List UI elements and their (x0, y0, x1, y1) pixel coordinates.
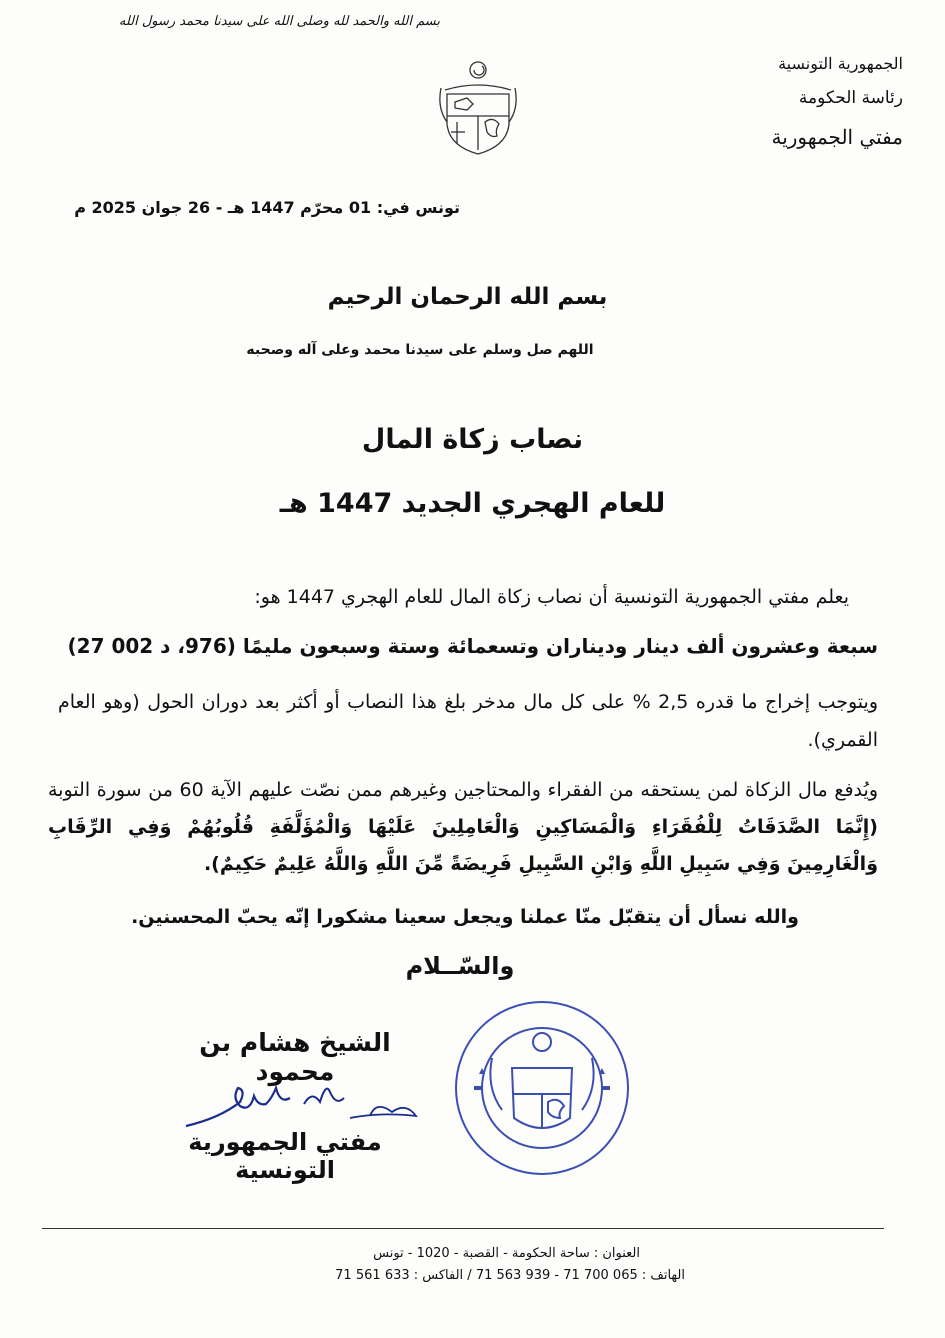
letterhead-country: الجمهورية التونسية (778, 54, 903, 73)
obligation-paragraph: ويتوجب إخراج ما قدره 2,5 % على كل مال مدخر بلغ هذا النصاب أو أكثر بعد دوران الحول (وهو العام القمري). (58, 691, 878, 751)
date-line: تونس في: 01 محرّم 1447 هـ - 26 جوان 2025 م (74, 198, 460, 217)
signatory-title: مفتي الجمهورية التونسية (188, 1128, 382, 1184)
footer-phone: الهاتف : 065 700 71 - 939 563 71 / الفاكس : 633 561 71 (335, 1268, 685, 1283)
prayer-line: والله نسأل أن يتقبّل منّا عملنا ويجعل سعينا مشكورا إنّه يحبّ المحسنين. (131, 906, 799, 928)
basmala-heading (0, 284, 945, 310)
recipients-paragraph (48, 772, 878, 883)
closing-salam: والسّــلام (405, 952, 515, 980)
document-title: نصاب زكاة المال (361, 424, 584, 455)
salawat-line: اللهم صل وسلم على سيدنا محمد وعلى آله وصحبه (246, 342, 594, 358)
nisab-amount: سبعة وعشرون ألف دينار وديناران وتسعمائة وستة وسبعون مليمًا (976، د 002 27) (67, 634, 878, 658)
top-basmala: بسم الله والحمد لله وصلى الله على سيدنا محمد رسول الله (118, 14, 440, 29)
footer-address: العنوان : ساحة الحكومة - القصبة - 1020 - تونس (373, 1246, 640, 1261)
footer-divider (42, 1228, 884, 1229)
basmala-text: بسم الله الرحمان الرحيم (327, 284, 608, 310)
letterhead-mufti: مفتي الجمهورية (771, 125, 903, 149)
tunisia-emblem-icon (437, 58, 519, 158)
signatory-name: الشيخ هشام بن محمود (199, 1028, 391, 1086)
quran-verse: (إِنَّمَا الصَّدَقَاتُ لِلْفُقَرَاءِ وَالْمَسَاكِينِ وَالْعَامِلِينَ عَلَيْهَا وَالْمُؤَلَّفَةِ قُلُوبُهُمْ وَفِي الرِّقَابِ وَالْغَارِمِينَ وَفِي سَبِيلِ اللَّهِ وَابْنِ السَّبِيلِ فَرِيضَةً مِّنَ اللَّهِ وَاللَّهُ عَلِيمٌ حَكِيمٌ). (48, 816, 878, 875)
recipients-intro: ويُدفع مال الزكاة لمن يستحقه من الفقراء والمحتاجين وغيرهم ممن نصّت عليهم الآية 60 من سورة التوبة (48, 779, 878, 801)
official-seal-icon (452, 998, 632, 1178)
document-subtitle: للعام الهجري الجديد 1447 هـ (279, 488, 666, 519)
letterhead-presidency: رئاسة الحكومة (798, 88, 903, 108)
intro-paragraph: يعلم مفتي الجمهورية التونسية أن نصاب زكاة المال للعام الهجري 1447 هو: (254, 586, 849, 608)
letterhead (713, 56, 903, 147)
